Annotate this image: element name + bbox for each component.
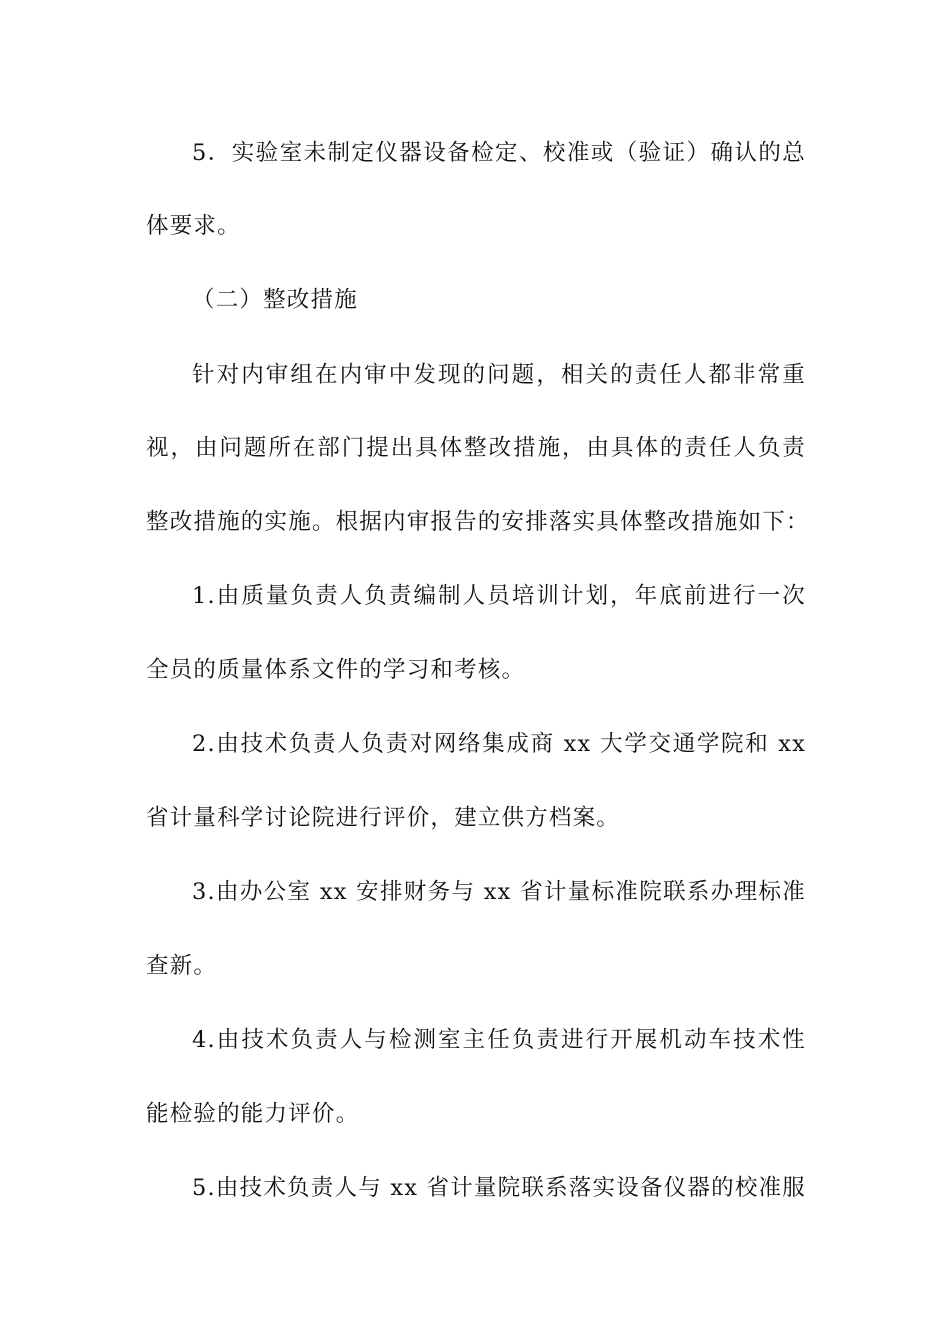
measure-3-line-1: 3.由办公室 xx 安排财务与 xx 省计量标准院联系办理标准 (192, 879, 806, 905)
paragraph-intro-line-2: 视，由问题所在部门提出具体整改措施，由具体的责任人负责 (146, 435, 806, 461)
measure-4-line-1: 4.由技术负责人与检测室主任负责进行开展机动车技术性 (192, 1027, 806, 1053)
paragraph-item-5-line-2: 体要求。 (146, 213, 241, 239)
measure-5-line-1: 5.由技术负责人与 xx 省计量院联系落实设备仪器的校准服 (192, 1175, 806, 1201)
measure-1-line-1: 1.由质量负责人负责编制人员培训计划，年底前进行一次 (192, 583, 806, 609)
section-heading-rectification: （二）整改措施 (192, 287, 358, 313)
paragraph-intro-line-3: 整改措施的实施。根据内审报告的安排落实具体整改措施如下： (146, 509, 810, 535)
measure-4-line-2: 能检验的能力评价。 (146, 1101, 360, 1127)
measure-1-line-2: 全员的质量体系文件的学习和考核。 (146, 657, 526, 683)
measure-2-line-1: 2.由技术负责人负责对网络集成商 xx 大学交通学院和 xx (192, 731, 806, 757)
measure-2-line-2: 省计量科学讨论院进行评价，建立供方档案。 (146, 805, 621, 831)
paragraph-item-5-line-1: 5．实验室未制定仪器设备检定、校准或（验证）确认的总 (192, 140, 806, 166)
paragraph-intro-line-1: 针对内审组在内审中发现的问题，相关的责任人都非常重 (192, 362, 806, 388)
measure-3-line-2: 查新。 (146, 953, 218, 979)
